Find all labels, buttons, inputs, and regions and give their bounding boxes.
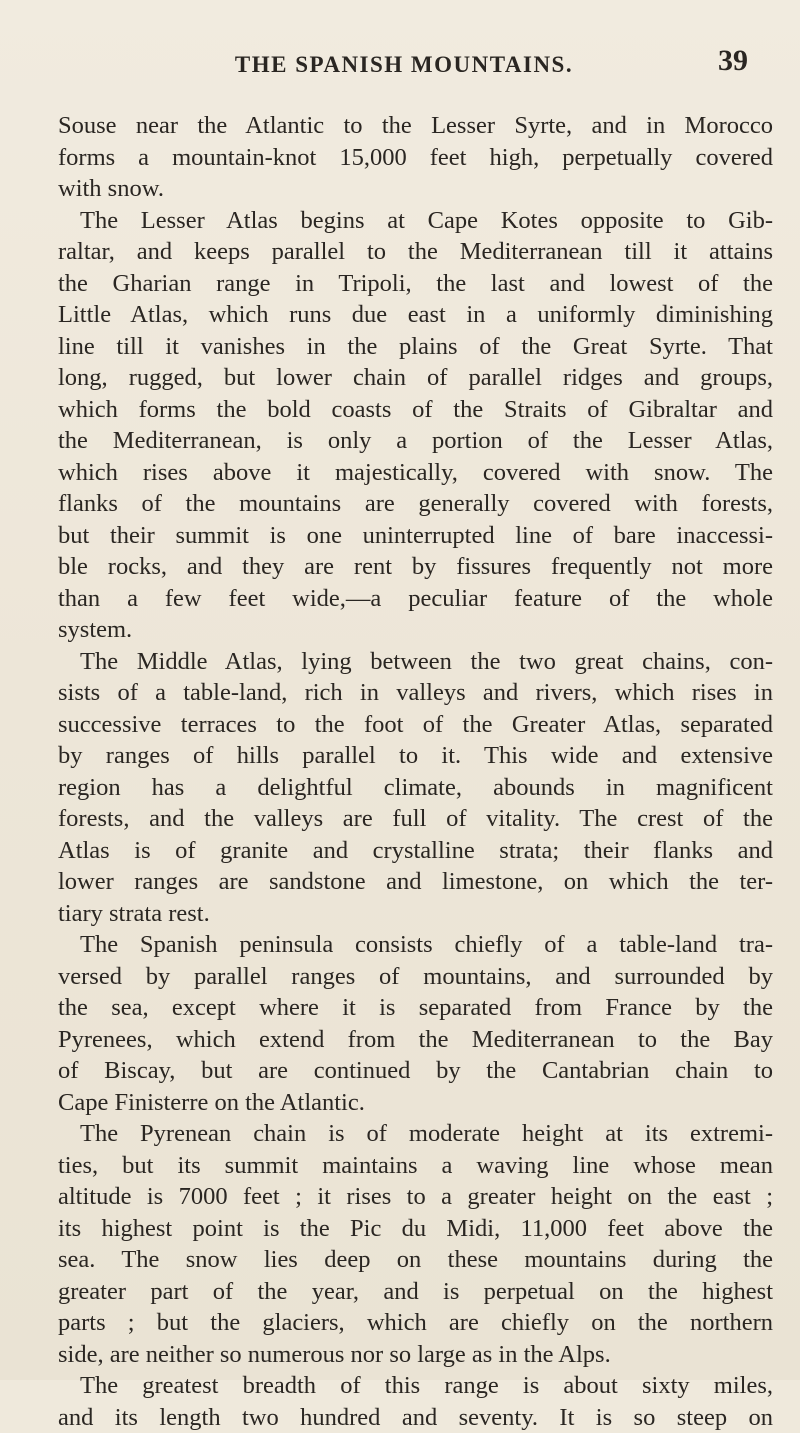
text-line: of Biscay, but are continued by the Cantabrian chain to [58, 1055, 773, 1087]
text-line: Pyrenees, which extend from the Mediterranean to the Bay [58, 1024, 773, 1056]
text-line: altitude is 7000 feet ; it rises to a greater height on the east ; [58, 1181, 773, 1213]
paragraph-start-line: The Lesser Atlas begins at Cape Kotes opposite to Gib- [58, 205, 773, 237]
text-line: its highest point is the Pic du Midi, 11,000 feet above the [58, 1213, 773, 1245]
text-line: long, rugged, but lower chain of parallel ridges and groups, [58, 362, 773, 394]
text-line: side, are neither so numerous nor so large as in the Alps. [58, 1339, 773, 1371]
text-line: successive terraces to the foot of the Greater Atlas, separated [58, 709, 773, 741]
text-line: by ranges of hills parallel to it. This wide and extensive [58, 740, 773, 772]
text-line: ble rocks, and they are rent by fissures frequently not more [58, 551, 773, 583]
text-line: flanks of the mountains are generally covered with forests, [58, 488, 773, 520]
text-line: the sea, except where it is separated from France by the [58, 992, 773, 1024]
text-line: lower ranges are sandstone and limestone, on which the ter- [58, 866, 773, 898]
text-line: forests, and the valleys are full of vitality. The crest of the [58, 803, 773, 835]
running-head [56, 44, 752, 84]
text-line: the Gharian range in Tripoli, the last and lowest of the [58, 268, 773, 300]
text-line: which forms the bold coasts of the Straits of Gibraltar and [58, 394, 773, 426]
text-line: raltar, and keeps parallel to the Mediterranean till it attains [58, 236, 773, 268]
text-line: than a few feet wide,—a peculiar feature of the whole [58, 583, 773, 615]
running-title: THE SPANISH MOUNTAINS. [56, 52, 752, 78]
text-line: sists of a table-land, rich in valleys and rivers, which rises in [58, 677, 773, 709]
text-line: tiary strata rest. [58, 898, 773, 930]
text-line: line till it vanishes in the plains of the Great Syrte. That [58, 331, 773, 363]
text-line: Atlas is of granite and crystalline strata; their flanks and [58, 835, 773, 867]
text-line: Cape Finisterre on the Atlantic. [58, 1087, 773, 1119]
text-line: sea. The snow lies deep on these mountains during the [58, 1244, 773, 1276]
text-line: and its length two hundred and seventy. It is so steep on [58, 1402, 773, 1433]
text-line: greater part of the year, and is perpetual on the highest [58, 1276, 773, 1308]
text-line: parts ; but the glaciers, which are chiefly on the northern [58, 1307, 773, 1339]
text-line: region has a delightful climate, abounds in magnificent [58, 772, 773, 804]
paragraph-start-line: The Pyrenean chain is of moderate height at its extremi- [58, 1118, 773, 1150]
text-line: which rises above it majestically, covered with snow. The [58, 457, 773, 489]
text-line: the Mediterranean, is only a portion of the Lesser Atlas, [58, 425, 773, 457]
body-text [58, 110, 773, 1433]
paragraph-start-line: The greatest breadth of this range is about sixty miles, [58, 1370, 773, 1402]
text-line: but their summit is one uninterrupted line of bare inaccessi- [58, 520, 773, 552]
page-number: 39 [718, 44, 748, 78]
text-line: Souse near the Atlantic to the Lesser Syrte, and in Morocco [58, 110, 773, 142]
text-line: system. [58, 614, 773, 646]
paragraph-start-line: The Spanish peninsula consists chiefly of a table-land tra- [58, 929, 773, 961]
text-line: forms a mountain-knot 15,000 feet high, perpetually covered [58, 142, 773, 174]
text-line: Little Atlas, which runs due east in a uniformly diminishing [58, 299, 773, 331]
text-line: versed by parallel ranges of mountains, and surrounded by [58, 961, 773, 993]
text-line: ties, but its summit maintains a waving line whose mean [58, 1150, 773, 1182]
paragraph-start-line: The Middle Atlas, lying between the two great chains, con- [58, 646, 773, 678]
text-line: with snow. [58, 173, 773, 205]
